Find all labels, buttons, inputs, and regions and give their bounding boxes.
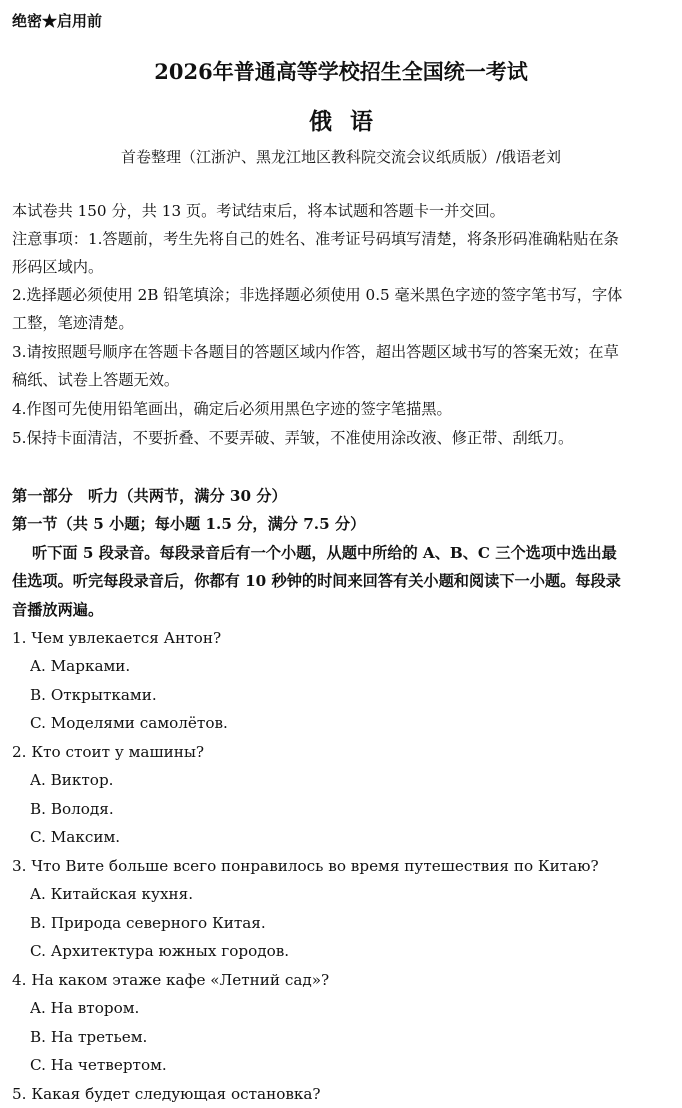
question-1: 1. Чем увлекается Антон? — [12, 629, 222, 647]
exam-title: 2026年普通高等学校招生全国统一考试 — [154, 59, 528, 84]
question-5: 5. Какая будет следующая остановка? — [12, 1085, 321, 1103]
question-3: 3. Что Вите больше всего понравилось во время путешествия по Китаю? — [12, 857, 599, 875]
notice-item-3-line-2: 稿纸、试卷上答题无效。 — [12, 371, 180, 389]
question-4-option-c: C. На четвертом. — [30, 1056, 167, 1074]
part1-heading: 第一部分 听力（共两节，满分 30 分） — [12, 487, 287, 505]
source-line: 首卷整理（江浙沪、黑龙江地区教科院交流会议纸质版）/俄语老刘 — [120, 148, 562, 166]
question-1-option-a: A. Марками. — [30, 657, 131, 675]
notice-item-2-line-1: 2.选择题必须使用 2B 铅笔填涂；非选择题必须使用 0.5 毫米黑色字迹的签字笔书写，字体 — [12, 286, 623, 304]
question-1-option-c: C. Моделями самолётов. — [30, 714, 228, 732]
question-2-option-c: C. Максим. — [30, 828, 121, 846]
question-4: 4. На каком этаже кафе «Летний сад»? — [12, 971, 330, 989]
notice-item-2-line-2: 工整，笔迹清楚。 — [12, 314, 134, 332]
question-3-option-c: C. Архитектура южных городов. — [30, 942, 290, 960]
secret-mark: 绝密★启用前 — [12, 12, 103, 30]
question-4-option-a: A. На втором. — [30, 999, 140, 1017]
question-3-option-a: A. Китайская кухня. — [30, 885, 194, 903]
question-2-option-b: B. Володя. — [30, 800, 114, 818]
directions-line-2: 佳选项。听完每段录音后，你都有 10 秒钟的时间来回答有关小题和阅读下一小题。每段录 — [12, 572, 621, 590]
section1-heading: 第一节（共 5 小题；每小题 1.5 分，满分 7.5 分） — [12, 515, 366, 533]
notice-line-1: 注意事项：1.答题前，考生先将自己的姓名、准考证号码填写清楚，将条形码准确粘贴在条 — [12, 230, 619, 248]
notice-item-3-line-1: 3.请按照题号顺序在答题卡各题目的答题区域内作答，超出答题区域书写的答案无效；在草 — [12, 343, 619, 361]
subject-title: 俄语 — [309, 108, 391, 135]
notice-line-2: 形码区域内。 — [12, 258, 104, 276]
intro-text: 本试卷共 150 分，共 13 页。考试结束后，将本试题和答题卡一并交回。 — [12, 202, 505, 220]
notice-item-4: 4.作图可先使用铅笔画出，确定后必须用黑色字迹的签字笔描黑。 — [12, 400, 452, 418]
question-3-option-b: B. Природа северного Китая. — [30, 914, 266, 932]
directions-line-1: 听下面 5 段录音。每段录音后有一个小题，从题中所给的 A、B、C 三个选项中选出最 — [32, 544, 617, 562]
directions-line-3: 音播放两遍。 — [12, 601, 104, 619]
question-2: 2. Кто стоит у машины? — [12, 743, 205, 761]
question-2-option-a: A. Виктор. — [30, 771, 114, 789]
question-1-option-b: B. Открытками. — [30, 686, 157, 704]
question-4-option-b: B. На третьем. — [30, 1028, 148, 1046]
notice-item-5: 5.保持卡面清洁，不要折叠、不要弄破、弄皱，不准使用涂改液、修正带、刮纸刀。 — [12, 429, 574, 447]
